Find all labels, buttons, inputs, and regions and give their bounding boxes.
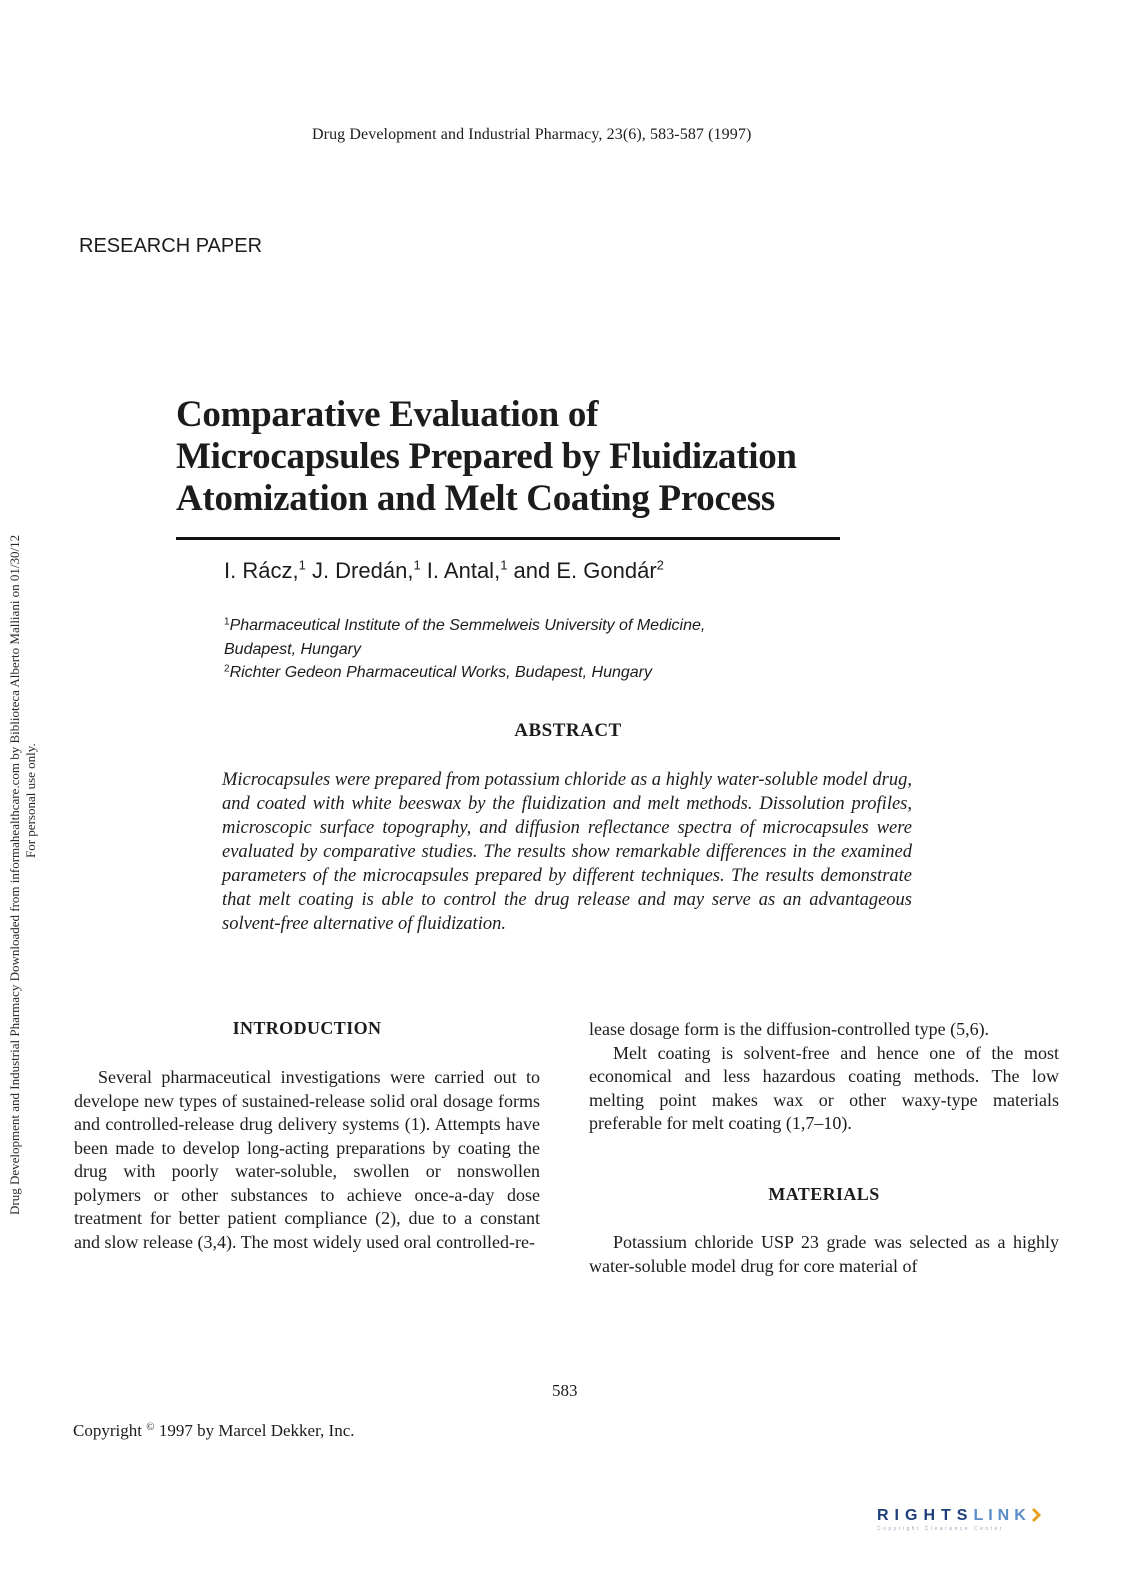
paper-title [176, 394, 797, 520]
rightslink-arrow-icon [1027, 1506, 1045, 1524]
introduction-text [74, 1066, 540, 1254]
introduction-heading: INTRODUCTION [232, 1018, 382, 1038]
author-list [224, 558, 664, 584]
rightslink-word-link: LINK [973, 1507, 1031, 1524]
affiliation-1: $^1$Pharmaceutical Institute of the Semmelweis University of Medicine, [224, 616, 706, 634]
author-name: J. Dredán, [311, 558, 414, 583]
author-name: I. Rácz, [224, 558, 299, 583]
journal-header: Drug Development and Industrial Pharmacy, 23(6), 583-587 (1997) [312, 126, 752, 143]
materials-text: Potassium chloride USP 23 grade was selected as a highly water-soluble model drug for core material of [589, 1232, 1059, 1276]
abstract-text: Microcapsules were prepared from potassium chloride as a highly water-soluble model drug, and coated with white beeswax by the fluidization and melt methods. Dissolution profiles, microscopic surface topography, and diffusion reflectance spectra of microcapsules were evaluated by comparative studies. The results show remarkable differences in the examined parameters of the microcapsules prepared by different techniques. The results demonstrate that melt coating is able to control the drug release and may serve as an advantageous solvent-free alternative of fluidization. [222, 770, 912, 934]
rightslink-word-rights: RIGHTS [877, 1507, 974, 1524]
title-line-1: Comparative Evaluation of [176, 394, 599, 435]
abstract-heading: ABSTRACT [514, 720, 622, 741]
right-column-text [589, 1018, 1059, 1136]
title-line-2: Microcapsules Prepared by Fluidization [176, 436, 797, 477]
personal-use-notice: For personal use only. [23, 743, 38, 858]
melt-coating-paragraph: Melt coating is solvent-free and hence one of the most economical and less hazardous coating methods. The low melting point makes wax or other waxy-type materials preferable for melt coating (1,7–10). [589, 1042, 1059, 1133]
author-affiliation-mark: 1 [500, 557, 508, 573]
download-notice: Drug Development and Industrial Pharmacy Downloaded from informahealthcare.com by Biblioteca Alberto Malliani on 01/30/12 [7, 534, 22, 1215]
author-name: I. Antal, [426, 558, 501, 583]
affiliation-1-city: Budapest, Hungary [224, 640, 361, 658]
continued-paragraph: lease dosage form is the diffusion-controlled type (5,6). [589, 1019, 990, 1039]
title-rule [176, 537, 840, 540]
author-affiliation-mark: 1 [413, 557, 421, 573]
paper-type-label: RESEARCH PAPER [79, 235, 263, 257]
materials-heading: MATERIALS [768, 1184, 880, 1204]
affiliation-2: $^2$Richter Gedeon Pharmaceutical Works, Budapest, Hungary [224, 663, 652, 681]
author-affiliation-mark: 2 [656, 557, 664, 573]
rightslink-subtitle: Copyright Clearance Center [877, 1526, 1004, 1532]
author-affiliation-mark: 1 [298, 557, 306, 573]
copyright-symbol: © [146, 1420, 155, 1433]
rightslink-badge[interactable] [877, 1506, 1107, 1542]
title-line-3: Atomization and Melt Coating Process [176, 478, 775, 519]
author-name: and E. Gondár [513, 558, 657, 583]
introduction-paragraph: Several pharmaceutical investigations were carried out to develope new types of sustained-release solid oral dosage forms and controlled-release drug delivery systems (1). Attempts have been made to develop long-acting preparations by coating the drug with poorly water-soluble, swollen or nonswollen polymers or other substances to achieve once-a-day dose treatment for better patient compliance (2), due to a constant and slow release (3,4). The most widely used oral controlled-re- [74, 1067, 540, 1252]
copyright-notice: Copyright © 1997 by Marcel Dekker, Inc. [73, 1420, 355, 1440]
affiliations [224, 614, 705, 685]
page-number: 583 [552, 1381, 578, 1400]
